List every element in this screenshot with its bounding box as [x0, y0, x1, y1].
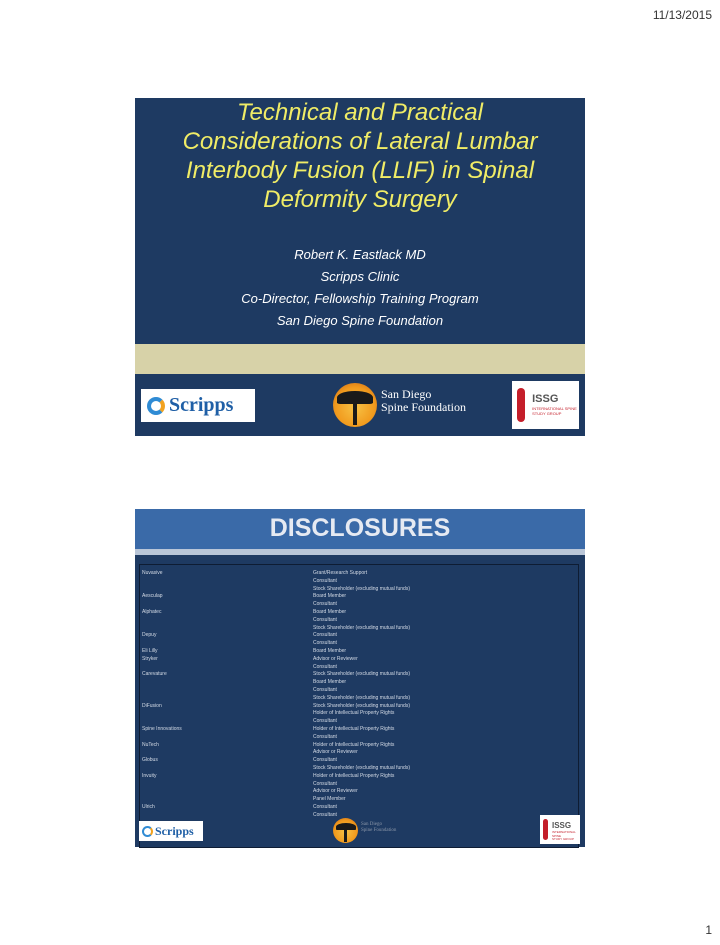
table-row — [140, 796, 578, 804]
disclosure-role: Holder of Intellectual Property Rights — [313, 710, 395, 717]
company-name: Stryker — [142, 655, 158, 662]
table-row — [140, 718, 578, 726]
sdsf-line1: San Diego — [381, 387, 432, 401]
issg-subtitle-line1: INTERNATIONAL SPINE — [532, 406, 577, 411]
disclosure-role: Board Member — [313, 593, 347, 600]
scripps-mark-icon — [142, 826, 153, 837]
disclosure-role: Consultant — [313, 757, 337, 764]
company-name: Invuity — [142, 772, 157, 779]
disclosure-role: Consultant — [313, 811, 337, 818]
company-name: Carevature — [142, 671, 167, 678]
table-row — [140, 617, 578, 625]
issg-subtitle-line2: STUDY GROUP — [532, 411, 562, 416]
disclosure-role: Holder of Intellectual Property Rights — [313, 741, 395, 748]
author-block — [135, 244, 585, 332]
table-row — [140, 703, 578, 711]
slide-title: DISCLOSURES — [269, 514, 451, 542]
palm-trunk-shape — [353, 398, 357, 424]
disclosure-role: Stock Shareholder (excluding mutual funds) — [313, 702, 410, 709]
disclosure-role: Panel Member — [313, 796, 346, 803]
palm-tree-logo-small-icon — [333, 818, 358, 843]
author-name: Robert K. Eastlack MD — [294, 247, 426, 262]
company-name: Eli Lilly — [142, 648, 158, 654]
title-line: Technical and Practical — [237, 99, 483, 126]
disclosure-role: Stock Shareholder (excluding mutual funds) — [313, 624, 410, 631]
company-name: NuTech — [142, 741, 159, 748]
table-row — [140, 687, 578, 695]
table-row — [140, 757, 578, 765]
table-row — [140, 781, 578, 789]
table-row — [140, 586, 578, 594]
table-row — [140, 773, 578, 781]
table-row — [140, 570, 578, 578]
disclosure-role: Consultant — [313, 632, 337, 639]
author-role: Co-Director, Fellowship Training Program — [241, 291, 479, 306]
issg-mark-icon — [517, 388, 525, 422]
author-organization: San Diego Spine Foundation — [276, 313, 444, 328]
issg-subtitle-line2: STUDY GROUP — [552, 837, 574, 841]
title-line: Deformity Surgery — [263, 186, 457, 213]
table-row — [140, 632, 578, 640]
company-name: Ulrich — [142, 804, 155, 810]
disclosure-role: Stock Shareholder (excluding mutual funds) — [313, 585, 410, 592]
table-row — [140, 679, 578, 687]
issg-subtitle-line1: INTERNATIONAL SPINE — [552, 830, 576, 838]
disclosure-role: Consultant — [313, 640, 337, 647]
disclosure-role: Consultant — [313, 663, 337, 670]
table-row — [140, 671, 578, 679]
table-row — [140, 788, 578, 796]
table-row — [140, 742, 578, 750]
disclosure-role: Board Member — [313, 679, 347, 686]
disclosure-role: Board Member — [313, 609, 347, 615]
disclosure-role: Stock Shareholder (excluding mutual funds) — [313, 694, 410, 701]
palm-tree-logo-icon — [333, 383, 377, 427]
table-row — [140, 765, 578, 773]
table-row — [140, 648, 578, 656]
company-name: Depuy — [142, 632, 157, 639]
header-stripe — [135, 549, 585, 555]
accent-band — [135, 344, 585, 374]
disclosure-role: Advisor or Reviewer — [313, 788, 358, 795]
table-row — [140, 625, 578, 633]
company-name: Aesculap — [142, 593, 163, 600]
table-row — [140, 593, 578, 601]
table-row — [140, 812, 578, 820]
disclosure-role: Consultant — [313, 577, 337, 584]
scripps-logo-text: Scripps — [169, 394, 234, 416]
issg-subtitle — [552, 831, 580, 842]
disclosure-role: Stock Shareholder (excluding mutual funds) — [313, 671, 410, 678]
disclosure-role: Consultant — [313, 616, 337, 623]
table-row — [140, 640, 578, 648]
presentation-title — [135, 98, 585, 214]
disclosure-role: Holder of Intellectual Property Rights — [313, 726, 395, 732]
sdsf-logo-text-small — [361, 822, 396, 834]
company-name: DiFusion — [142, 702, 162, 709]
sdsf-logo-text — [381, 388, 466, 414]
issg-abbr: ISSG — [552, 821, 572, 830]
disclosures-slide — [135, 509, 585, 847]
scripps-logo — [141, 389, 255, 422]
disclosure-role: Advisor or Reviewer — [313, 655, 358, 662]
company-name: Globus — [142, 757, 158, 764]
title-line: Considerations of Lateral Lumbar — [182, 128, 538, 155]
sdsf-line1: San Diego — [361, 822, 382, 827]
table-row — [140, 749, 578, 757]
disclosure-role: Board Member — [313, 648, 347, 654]
title-line: Interbody Fusion (LLIF) in Spinal — [185, 157, 535, 184]
scripps-logo-small — [139, 821, 203, 841]
logo-strip — [135, 374, 585, 436]
issg-abbr: ISSG — [532, 393, 559, 405]
table-row — [140, 695, 578, 703]
print-date: 11/13/2015 — [652, 8, 712, 22]
issg-mark-icon — [543, 819, 548, 839]
table-row — [140, 609, 578, 617]
issg-subtitle — [532, 406, 577, 416]
table-row — [140, 578, 578, 586]
page-number: 1 — [705, 923, 712, 937]
author-affiliation: Scripps Clinic — [320, 269, 400, 284]
sdsf-line2: Spine Foundation — [381, 400, 467, 414]
table-row — [140, 710, 578, 718]
issg-logo — [512, 381, 579, 429]
table-row — [140, 726, 578, 734]
table-row — [140, 601, 578, 609]
company-name: Alphatec — [142, 609, 162, 615]
title-slide — [135, 98, 585, 436]
table-row — [140, 827, 578, 835]
disclosure-role: Consultant — [313, 718, 337, 725]
disclosure-role: Grant/Research Support — [313, 570, 368, 576]
company-name: Spine Innovations — [142, 726, 182, 732]
disclosure-role: Consultant — [313, 780, 337, 787]
issg-logo-small — [540, 815, 580, 844]
disclosure-role: Consultant — [313, 804, 337, 810]
disclosure-role: Consultant — [313, 601, 337, 608]
table-row — [140, 820, 578, 828]
company-name: Nuvasive — [142, 570, 163, 576]
sdsf-line2: Spine Foundation — [361, 828, 397, 833]
disclosure-role: Advisor or Reviewer — [313, 749, 358, 756]
scripps-logo-text: Scripps — [155, 823, 194, 838]
disclosure-role: Consultant — [313, 687, 337, 693]
table-row — [140, 734, 578, 742]
disclosure-role: Stock Shareholder (excluding mutual funds) — [313, 765, 410, 771]
table-row — [140, 804, 578, 812]
disclosure-role: Consultant — [313, 733, 337, 740]
disclosure-role: Holder of Intellectual Property Rights — [313, 772, 395, 779]
disclosures-table — [139, 564, 579, 848]
table-row — [140, 656, 578, 664]
palm-trunk-shape — [344, 827, 347, 842]
scripps-mark-icon — [147, 397, 165, 415]
table-row — [140, 664, 578, 672]
